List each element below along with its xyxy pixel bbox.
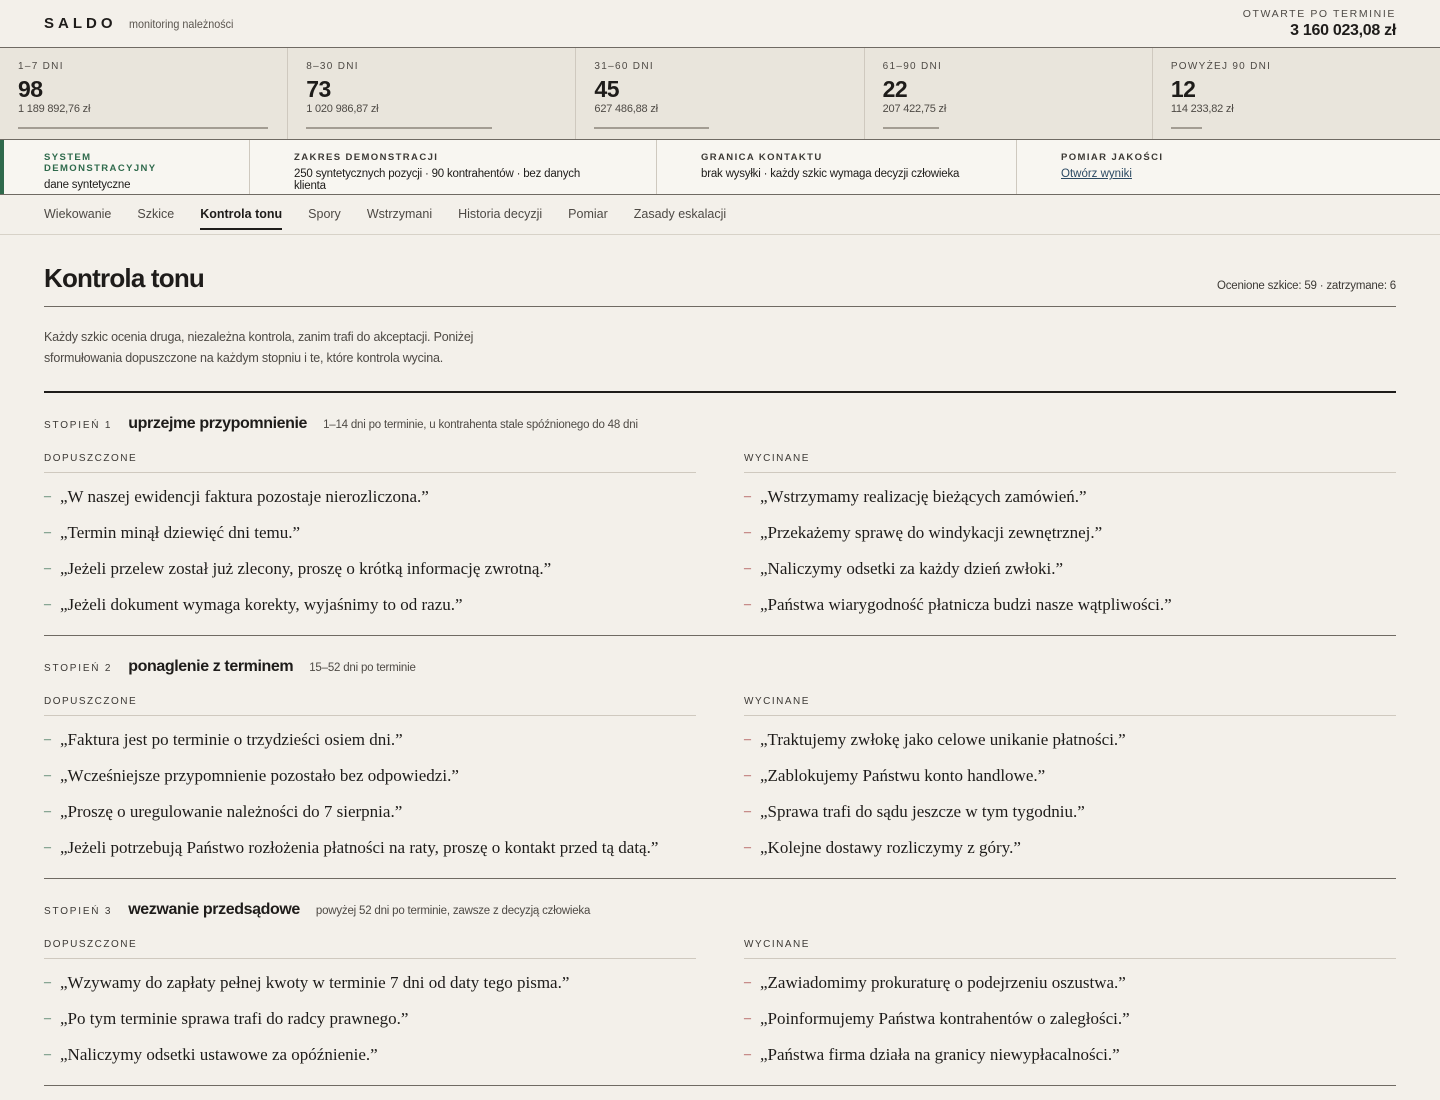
phrase-text: „Wstrzymamy realizację bieżących zamówień.” (760, 487, 1087, 506)
bucket-label: POWYŻEJ 90 DNI (1170, 61, 1272, 72)
phrase-text: „Państwa firma działa na granicy niewypłacalności.” (760, 1045, 1120, 1064)
open-results-link[interactable]: Otwórz wyniki (1061, 168, 1132, 180)
tab-spory[interactable]: Spory (308, 206, 341, 221)
bucket-share-bar (1171, 127, 1202, 129)
quality-label: POMIAR JAKOŚCI (1061, 152, 1164, 163)
bucket-1-7[interactable] (0, 48, 288, 139)
cut-column (744, 696, 1396, 860)
allowed-dash-icon: – (44, 840, 51, 855)
phrase-text: „Państwa wiarygodność płatnicza budzi nasze wątpliwości.” (760, 595, 1172, 614)
phrase-item (44, 763, 696, 788)
phrase-text: „Jeżeli dokument wymaga korekty, wyjaśnimy to od razu.” (60, 595, 463, 614)
phrase-text: „Proszę o uregulowanie należności do 7 sierpnia.” (60, 802, 403, 821)
phrase-text: „Wcześniejsze przypomnienie pozostało bez odpowiedzi.” (60, 766, 459, 785)
phrase-item (744, 763, 1396, 788)
stage-number: STOPIEŃ 3 (44, 906, 113, 917)
phrase-item (44, 520, 696, 545)
brand-name: SALDO (44, 15, 117, 32)
tone-stage (44, 636, 1396, 879)
aging-buckets (0, 48, 1440, 140)
bucket-amount: 627 486,88 zł (594, 103, 658, 115)
bucket-count: 45 (594, 76, 619, 102)
column-label: WYCINANE (744, 453, 1396, 473)
tab-wstrzymani[interactable]: Wstrzymani (366, 206, 433, 221)
bucket-amount: 1 189 892,76 zł (18, 103, 91, 115)
cut-dash-icon: – (744, 525, 751, 540)
cut-dash-icon: – (744, 840, 751, 855)
phrase-text: „Jeżeli przelew został już zlecony, proszę o krótką informację zwrotną.” (60, 559, 552, 578)
phrase-text: „Naliczymy odsetki ustawowe za opóźnienie.” (60, 1045, 378, 1064)
allowed-dash-icon: – (44, 597, 51, 612)
bucket-count: 98 (18, 76, 43, 102)
tab-kontrola-tonu[interactable]: Kontrola tonu (200, 206, 283, 221)
allowed-dash-icon: – (44, 804, 51, 819)
column-label: WYCINANE (744, 696, 1396, 716)
phrase-item (44, 970, 696, 995)
bucket-61-90[interactable] (865, 48, 1153, 139)
title-row (44, 235, 1396, 307)
tab-bar (0, 195, 1440, 235)
cut-dash-icon: – (744, 804, 751, 819)
brand (44, 15, 245, 32)
allowed-dash-icon: – (44, 1047, 51, 1062)
stage-list (44, 393, 1396, 1086)
system-info (0, 140, 250, 194)
phrase-item (744, 727, 1396, 752)
bucket-label: 61–90 DNI (882, 61, 943, 72)
phrase-item (744, 970, 1396, 995)
phrase-item (44, 1042, 696, 1067)
tab-zasady-eskalacji[interactable]: Zasady eskalacji (633, 206, 727, 221)
phrase-text: „Sprawa trafi do sądu jeszcze w tym tygodniu.” (760, 802, 1085, 821)
stage-header (44, 901, 1396, 919)
phrase-text: „Jeżeli potrzebują Państwo rozłożenia płatności na raty, proszę o kontakt przed tą datą.” (60, 838, 659, 857)
bucket-share-bar (883, 127, 939, 129)
allowed-dash-icon: – (44, 732, 51, 747)
phrase-item (744, 1042, 1396, 1067)
phrase-item (44, 484, 696, 509)
system-value: dane syntetyczne (44, 179, 131, 191)
system-label: SYSTEM DEMONSTRACYJNY (44, 152, 157, 174)
bucket-amount: 1 020 986,87 zł (306, 103, 379, 115)
phrase-text: „Przekażemy sprawę do windykacji zewnętrznej.” (760, 523, 1103, 542)
quality-info (1017, 140, 1440, 194)
phrase-item (44, 592, 696, 617)
bucket-share-bar (594, 127, 709, 129)
bucket-share-bar (18, 127, 268, 129)
phrase-columns (44, 939, 1396, 1067)
phrase-item (744, 835, 1396, 860)
scope-info (250, 140, 657, 194)
phrase-text: „Kolejne dostawy rozliczymy z góry.” (760, 838, 1021, 857)
scope-value: 250 syntetycznych pozycji · 90 kontrahentów · bez danych klienta (294, 168, 581, 192)
phrase-item (744, 799, 1396, 824)
tab-wiekowanie[interactable]: Wiekowanie (44, 206, 112, 221)
main-content (0, 235, 1440, 1086)
bucket-amount: 207 422,75 zł (882, 103, 947, 115)
stage-name: wezwanie przedsądowe (128, 901, 300, 918)
phrase-text: „Zawiadomimy prokuraturę o podejrzeniu oszustwa.” (760, 973, 1126, 992)
phrase-text: „Traktujemy zwłokę jako celowe unikanie płatności.” (760, 730, 1126, 749)
cut-column (744, 939, 1396, 1067)
stage-range: 1–14 dni po terminie, u kontrahenta stale spóźnionego do 48 dni (323, 419, 638, 431)
phrase-item (44, 799, 696, 824)
column-label: DOPUSZCZONE (44, 939, 696, 959)
top-bar (0, 0, 1440, 48)
phrase-text: „Po tym terminie sprawa trafi do radcy prawnego.” (60, 1009, 409, 1028)
bucket-count: 73 (306, 76, 331, 102)
stage-header (44, 415, 1396, 433)
review-stats: Ocenione szkice: 59 · zatrzymane: 6 (1217, 280, 1396, 292)
bucket-8-30[interactable] (288, 48, 576, 139)
phrase-item (744, 520, 1396, 545)
phrase-columns (44, 696, 1396, 860)
tab-szkice[interactable]: Szkice (137, 206, 175, 221)
stage-number: STOPIEŃ 2 (44, 663, 113, 674)
cut-dash-icon: – (744, 1011, 751, 1026)
intro-text: Każdy szkic ocenia druga, niezależna kontrola, zanim trafi do akceptacji. Poniżej sformułowania dopuszczone na każdym stopniu i te, które kontrola wycina. (44, 330, 474, 365)
info-strip (0, 140, 1440, 195)
cut-dash-icon: – (744, 732, 751, 747)
bucket-amount: 114 233,82 zł (1170, 103, 1234, 115)
stage-range: 15–52 dni po terminie (309, 662, 416, 674)
column-label: WYCINANE (744, 939, 1396, 959)
phrase-text: „W naszej ewidencji faktura pozostaje nierozliczona.” (60, 487, 429, 506)
contact-info (657, 140, 1017, 194)
page-title: Kontrola tonu (44, 263, 205, 293)
phrase-text: „Wzywamy do zapłaty pełnej kwoty w terminie 7 dni od daty tego pisma.” (60, 973, 570, 992)
phrase-text: „Naliczymy odsetki za każdy dzień zwłoki.” (760, 559, 1064, 578)
bucket-count: 22 (882, 76, 908, 102)
open-total-label: OTWARTE PO TERMINIE (1242, 7, 1396, 20)
phrase-text: „Termin minął dziewięć dni temu.” (60, 523, 301, 542)
stage-name: ponaglenie z terminem (128, 658, 294, 675)
cut-dash-icon: – (744, 975, 751, 990)
bucket-share-bar (306, 127, 492, 129)
cut-column (744, 453, 1396, 617)
phrase-text: „Poinformujemy Państwa kontrahentów o zaległości.” (760, 1009, 1130, 1028)
tone-stage (44, 393, 1396, 636)
bucket-count: 12 (1170, 76, 1196, 102)
bucket-label: 1–7 DNI (18, 61, 64, 72)
cut-dash-icon: – (744, 597, 751, 612)
phrase-item (744, 1006, 1396, 1031)
bucket-31-60[interactable] (576, 48, 864, 139)
phrase-item (744, 556, 1396, 581)
allowed-column (44, 453, 696, 617)
allowed-dash-icon: – (44, 768, 51, 783)
brand-subtitle: monitoring należności (128, 17, 233, 31)
cut-dash-icon: – (744, 1047, 751, 1062)
allowed-dash-icon: – (44, 525, 51, 540)
phrase-item (744, 484, 1396, 509)
cut-dash-icon: – (744, 768, 751, 783)
tab-pomiar[interactable]: Pomiar (568, 206, 608, 221)
allowed-dash-icon: – (44, 1011, 51, 1026)
allowed-dash-icon: – (44, 489, 51, 504)
phrase-item (44, 835, 696, 860)
contact-value: brak wysyłki · każdy szkic wymaga decyzji człowieka (701, 168, 960, 180)
cut-dash-icon: – (744, 561, 751, 576)
phrase-item (44, 556, 696, 581)
allowed-dash-icon: – (44, 561, 51, 576)
open-total-value: 3 160 023,08 zł (1290, 21, 1396, 39)
allowed-dash-icon: – (44, 975, 51, 990)
phrase-text: „Faktura jest po terminie o trzydzieści osiem dni.” (60, 730, 403, 749)
stage-name: uprzejme przypomnienie (128, 415, 308, 432)
stage-number: STOPIEŃ 1 (44, 420, 113, 431)
bucket-over-90[interactable] (1153, 48, 1440, 139)
allowed-column (44, 696, 696, 860)
scope-label: ZAKRES DEMONSTRACJI (294, 152, 439, 163)
phrase-columns (44, 453, 1396, 617)
phrase-item (44, 727, 696, 752)
tab-historia-decyzji[interactable]: Historia decyzji (458, 206, 543, 221)
column-label: DOPUSZCZONE (44, 696, 696, 716)
stage-header (44, 658, 1396, 676)
bucket-label: 31–60 DNI (594, 61, 654, 72)
contact-label: GRANICA KONTAKTU (701, 152, 823, 163)
stage-range: powyżej 52 dni po terminie, zawsze z decyzją człowieka (315, 905, 591, 917)
phrase-item (744, 592, 1396, 617)
column-label: DOPUSZCZONE (44, 453, 696, 473)
bucket-label: 8–30 DNI (306, 61, 359, 72)
open-total (1243, 8, 1396, 40)
allowed-column (44, 939, 696, 1067)
tone-stage (44, 879, 1396, 1086)
cut-dash-icon: – (744, 489, 751, 504)
phrase-item (44, 1006, 696, 1031)
phrase-text: „Zablokujemy Państwu konto handlowe.” (760, 766, 1046, 785)
